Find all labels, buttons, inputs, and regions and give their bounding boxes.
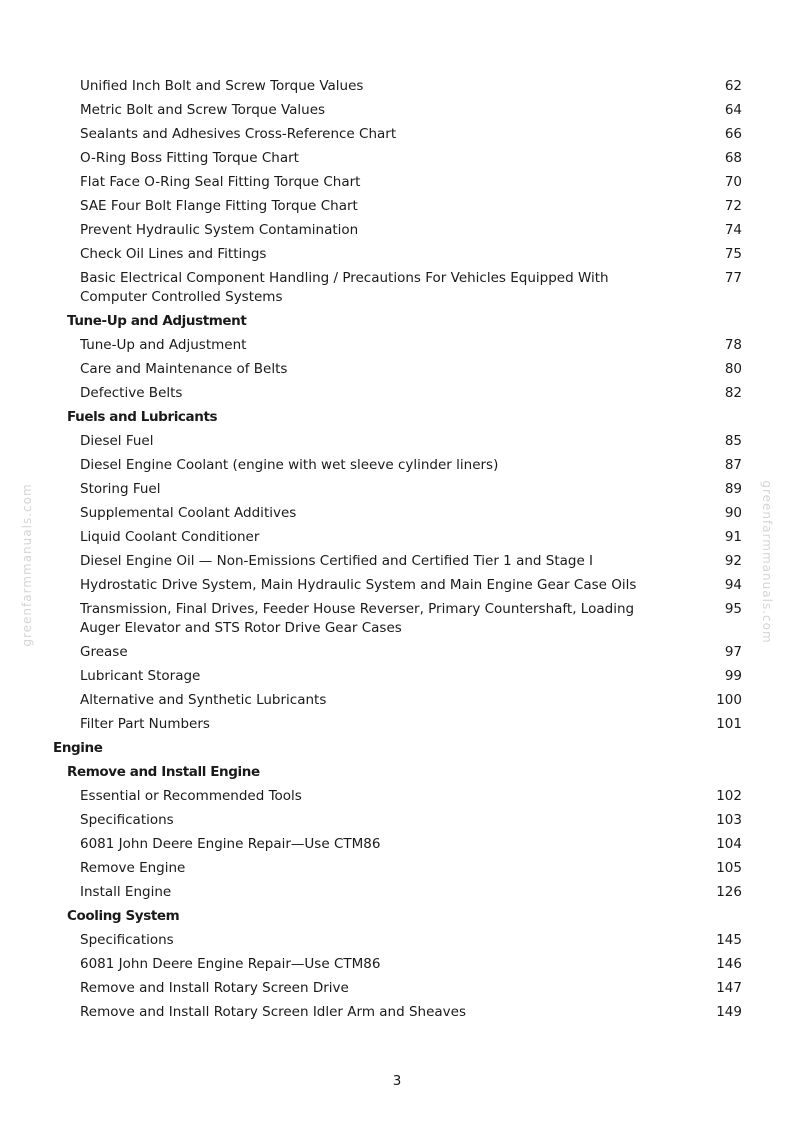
toc-entry-page-number: 62 — [724, 78, 742, 94]
toc-entry-title: Storing Fuel — [80, 481, 161, 497]
toc-entry-page-number: 74 — [724, 222, 742, 238]
toc-entry-title: Specifications — [80, 812, 174, 828]
toc-entry[interactable] — [0, 715, 794, 739]
toc-entry[interactable] — [0, 859, 794, 883]
toc-entry-title: Filter Part Numbers — [80, 716, 210, 732]
toc-entry-title: Unified Inch Bolt and Screw Torque Values — [80, 78, 364, 94]
toc-section-heading[interactable] — [0, 907, 794, 931]
toc-entry-title: Defective Belts — [80, 385, 183, 401]
toc-entry-page-number: 75 — [724, 246, 742, 262]
toc-entry[interactable] — [0, 979, 794, 1003]
toc-entry-title: 6081 John Deere Engine Repair—Use CTM86 — [80, 836, 381, 852]
toc-entry-title: Flat Face O-Ring Seal Fitting Torque Chart — [80, 174, 361, 190]
toc-entry-page-number: 70 — [724, 174, 742, 190]
toc-entry[interactable] — [0, 931, 794, 955]
page-number: 3 — [392, 1073, 402, 1089]
toc-entry-page-number: 104 — [716, 836, 742, 852]
toc-entry-page-number: 90 — [724, 505, 742, 521]
toc-entry-page-number: 145 — [716, 932, 742, 948]
toc-entry[interactable] — [0, 955, 794, 979]
toc-entry-title: Lubricant Storage — [80, 668, 201, 684]
toc-entry-page-number: 103 — [716, 812, 742, 828]
toc-entry-title: Transmission, Final Drives, Feeder House Reverser, Primary Countershaft, Loading Auger Elevator and STS Rotor Drive Gear Cases — [80, 601, 635, 636]
toc-entry[interactable] — [0, 504, 794, 528]
toc-entry-title: Cooling System — [67, 908, 180, 924]
toc-entry[interactable] — [0, 811, 794, 835]
toc-entry-page-number: 72 — [724, 198, 742, 214]
toc-entry-page-number: 105 — [716, 860, 742, 876]
toc-entry-title: Hydrostatic Drive System, Main Hydraulic System and Main Engine Gear Case Oils — [80, 577, 637, 593]
toc-entry-title: Remove Engine — [80, 860, 186, 876]
toc-section-heading[interactable] — [0, 408, 794, 432]
toc-entry-page-number: 94 — [724, 577, 742, 593]
toc-entry-title: Remove and Install Rotary Screen Idler Arm and Sheaves — [80, 1004, 466, 1020]
toc-entry[interactable] — [0, 552, 794, 576]
toc-entry[interactable] — [0, 576, 794, 600]
table-of-contents — [0, 77, 794, 1027]
toc-entry[interactable] — [0, 77, 794, 101]
toc-entry-title: Diesel Engine Coolant (engine with wet sleeve cylinder liners) — [80, 457, 499, 473]
toc-entry[interactable] — [0, 456, 794, 480]
toc-entry-page-number: 92 — [724, 553, 742, 569]
toc-entry-title: SAE Four Bolt Flange Fitting Torque Chart — [80, 198, 358, 214]
watermark-left: greenfarmmanuals.com — [20, 483, 34, 647]
toc-entry[interactable] — [0, 101, 794, 125]
toc-entry-page-number: 78 — [724, 337, 742, 353]
toc-entry-page-number: 149 — [716, 1004, 742, 1020]
toc-entry-page-number: 101 — [716, 716, 742, 732]
toc-entry-page-number: 126 — [716, 884, 742, 900]
toc-entry-page-number: 95 — [724, 601, 742, 617]
toc-section-heading[interactable] — [0, 763, 794, 787]
toc-entry-title: Essential or Recommended Tools — [80, 788, 302, 804]
toc-section-heading[interactable] — [0, 312, 794, 336]
toc-entry[interactable] — [0, 125, 794, 149]
toc-chapter-heading[interactable] — [0, 739, 794, 763]
toc-entry[interactable] — [0, 336, 794, 360]
toc-entry-title: Tune-Up and Adjustment — [80, 337, 247, 353]
watermark-right: greenfarmmanuals.com — [760, 480, 774, 644]
toc-entry-title: Specifications — [80, 932, 174, 948]
toc-entry[interactable] — [0, 384, 794, 408]
toc-entry-page-number: 147 — [716, 980, 742, 996]
toc-entry-title: Check Oil Lines and Fittings — [80, 246, 267, 262]
toc-entry-title: Fuels and Lubricants — [67, 409, 218, 425]
toc-entry[interactable] — [0, 269, 794, 312]
toc-entry[interactable] — [0, 528, 794, 552]
toc-entry[interactable] — [0, 600, 794, 643]
toc-entry-title: Remove and Install Engine — [67, 764, 260, 780]
toc-entry[interactable] — [0, 360, 794, 384]
toc-entry[interactable] — [0, 643, 794, 667]
toc-entry-title: Alternative and Synthetic Lubricants — [80, 692, 327, 708]
toc-entry-title: 6081 John Deere Engine Repair—Use CTM86 — [80, 956, 381, 972]
toc-entry[interactable] — [0, 667, 794, 691]
toc-entry-page-number: 146 — [716, 956, 742, 972]
toc-entry-title: Basic Electrical Component Handling / Precautions For Vehicles Equipped With Computer Controlled Systems — [80, 270, 609, 305]
toc-entry-page-number: 102 — [716, 788, 742, 804]
toc-entry-page-number: 100 — [716, 692, 742, 708]
toc-entry-title: Liquid Coolant Conditioner — [80, 529, 260, 545]
toc-entry[interactable] — [0, 221, 794, 245]
toc-entry-page-number: 99 — [724, 668, 742, 684]
toc-entry-page-number: 82 — [724, 385, 742, 401]
toc-entry-page-number: 68 — [724, 150, 742, 166]
toc-entry-page-number: 97 — [724, 644, 742, 660]
toc-entry-title: Prevent Hydraulic System Contamination — [80, 222, 359, 238]
toc-entry-page-number: 80 — [724, 361, 742, 377]
toc-entry[interactable] — [0, 432, 794, 456]
toc-entry-page-number: 87 — [724, 457, 742, 473]
toc-entry-title: Metric Bolt and Screw Torque Values — [80, 102, 326, 118]
toc-entry-page-number: 77 — [724, 270, 742, 286]
toc-entry-page-number: 85 — [724, 433, 742, 449]
toc-entry-title: Engine — [53, 740, 103, 756]
toc-entry-title: Tune-Up and Adjustment — [67, 313, 247, 329]
toc-entry[interactable] — [0, 835, 794, 859]
toc-entry[interactable] — [0, 787, 794, 811]
toc-entry-title: Grease — [80, 644, 128, 660]
toc-entry-page-number: 64 — [724, 102, 742, 118]
toc-entry[interactable] — [0, 149, 794, 173]
toc-entry-title: Diesel Fuel — [80, 433, 154, 449]
toc-entry-page-number: 91 — [724, 529, 742, 545]
toc-entry[interactable] — [0, 1003, 794, 1027]
toc-entry-title: O-Ring Boss Fitting Torque Chart — [80, 150, 299, 166]
toc-entry-title: Sealants and Adhesives Cross-Reference Chart — [80, 126, 397, 142]
toc-entry[interactable] — [0, 173, 794, 197]
toc-entry[interactable] — [0, 245, 794, 269]
toc-entry-title: Diesel Engine Oil — Non-Emissions Certified and Certified Tier 1 and Stage I — [80, 553, 594, 569]
toc-entry[interactable] — [0, 480, 794, 504]
toc-entry-title: Install Engine — [80, 884, 172, 900]
toc-entry[interactable] — [0, 197, 794, 221]
toc-entry-page-number: 89 — [724, 481, 742, 497]
toc-entry-title: Supplemental Coolant Additives — [80, 505, 297, 521]
toc-entry-title: Remove and Install Rotary Screen Drive — [80, 980, 349, 996]
toc-entry-page-number: 66 — [724, 126, 742, 142]
toc-entry[interactable] — [0, 691, 794, 715]
toc-entry-title: Care and Maintenance of Belts — [80, 361, 288, 377]
toc-entry[interactable] — [0, 883, 794, 907]
